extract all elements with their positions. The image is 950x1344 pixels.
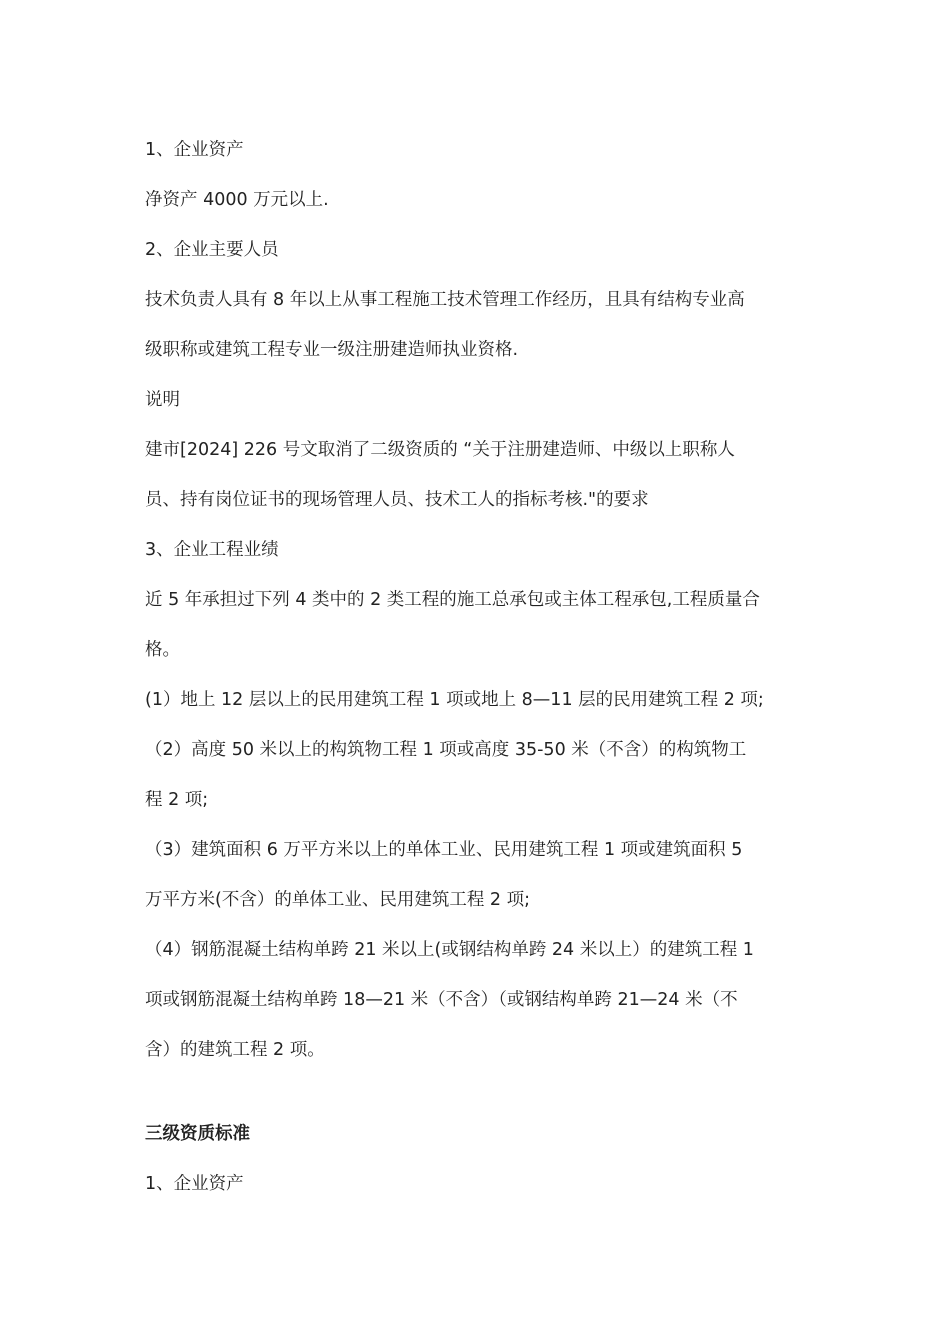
list-item-2: （2）高度 50 米以上的构筑物工程 1 项或高度 35-50 米（不含）的构筑物工: [145, 740, 747, 760]
section-title: 三级资质标准: [145, 1124, 250, 1144]
paragraph-line: 技术负责人具有 8 年以上从事工程施工技术管理工作经历，且具有结构专业高: [145, 290, 745, 310]
list-item-2-cont: 程 2 项;: [145, 790, 209, 810]
paragraph-line: 员、持有岗位证书的现场管理人员、技术工人的指标考核."的要求: [145, 490, 649, 510]
list-item-3-cont: 万平方米(不含）的单体工业、民用建筑工程 2 项;: [145, 890, 530, 910]
heading-key-personnel: 2、企业主要人员: [145, 240, 279, 260]
net-assets-text: 净资产 4000 万元以上.: [145, 190, 329, 210]
heading-enterprise-assets-2: 1、企业资产: [145, 1174, 244, 1194]
list-item-4-cont: 项或钢筋混凝土结构单跨 18—21 米（不含）（或钢结构单跨 21—24 米（不: [145, 990, 738, 1010]
paragraph-line: 格。: [145, 640, 180, 660]
heading-project-performance: 3、企业工程业绩: [145, 540, 279, 560]
note-label: 说明: [145, 390, 180, 410]
list-item-1: (1）地上 12 层以上的民用建筑工程 1 项或地上 8—11 层的民用建筑工程 2 项;: [145, 690, 764, 710]
list-item-4: （4）钢筋混凝土结构单跨 21 米以上(或钢结构单跨 24 米以上）的建筑工程 1: [145, 940, 754, 960]
list-item-4-cont: 含）的建筑工程 2 项。: [145, 1040, 325, 1060]
heading-enterprise-assets: 1、企业资产: [145, 140, 244, 160]
paragraph-line: 建市[2024] 226 号文取消了二级资质的 “关于注册建造师、中级以上职称人: [145, 440, 735, 460]
paragraph-line: 级职称或建筑工程专业一级注册建造师执业资格.: [145, 340, 519, 360]
paragraph-line: 近 5 年承担过下列 4 类中的 2 类工程的施工总承包或主体工程承包,工程质量合: [145, 590, 760, 610]
list-item-3: （3）建筑面积 6 万平方米以上的单体工业、民用建筑工程 1 项或建筑面积 5: [145, 840, 743, 860]
